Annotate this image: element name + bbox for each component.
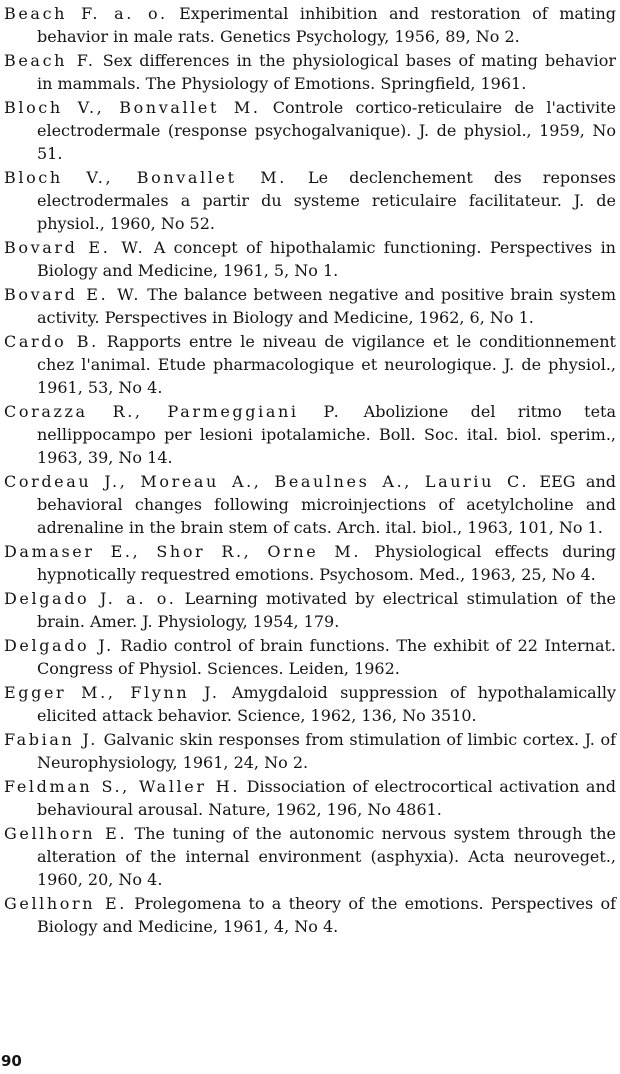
reference-text: Radio control of brain functions. The exhibit of 22 Internat. Congress of Physiol. Sciences. Leiden, 1962. — [37, 636, 616, 678]
reference-entry — [4, 283, 616, 329]
reference-author: Delgado J. a. o. — [4, 589, 177, 608]
reference-entry — [4, 2, 616, 48]
reference-text: The balance between negative and positive brain system activity. Perspectives in Biology and Medicine, 1962, 6, No 1. — [37, 285, 617, 327]
reference-author: Bloch V., Bonvallet M. — [4, 168, 287, 187]
reference-author: Bloch V., Bonvallet M. — [4, 98, 261, 117]
reference-entry — [4, 236, 616, 282]
reference-text: Rapports entre le niveau de vigilance et le conditionnement chez l'animal. Etude pharmacologique et neurologique. J. de physiol., 1961, 53, No 4. — [37, 332, 616, 397]
reference-text: Abolizione del ritmo teta nellippocampo per lesioni ipotalamiche. Boll. Soc. ital. biol. sperim., 1963, 39, No 14. — [37, 402, 616, 467]
reference-entry — [4, 400, 616, 469]
reference-entry — [4, 634, 616, 680]
reference-author: Fabian J. — [4, 730, 98, 749]
reference-text: Prolegomena to a theory of the emotions. Perspectives of Biology and Medicine, 1961, 4, No 4. — [37, 894, 617, 936]
reference-entry — [4, 330, 616, 399]
reference-author: Corazza R., Parmeggiani P. — [4, 402, 342, 421]
reference-author: Gellhorn E. — [4, 894, 127, 913]
reference-text: Physiological effects during hypnotically requestred emotions. Psychosom. Med., 1963, 25, No 4. — [37, 542, 616, 584]
reference-author: Egger M., Flynn J. — [4, 683, 220, 702]
reference-entry — [4, 49, 616, 95]
reference-text: The tuning of the autonomic nervous system through the alteration of the internal environment (asphyxia). Acta neuroveget., 1960, 20, No 4. — [37, 824, 617, 889]
reference-author: Cardo B. — [4, 332, 99, 351]
reference-entry — [4, 540, 616, 586]
reference-entry — [4, 470, 616, 539]
reference-author: Gellhorn E. — [4, 824, 128, 843]
reference-entry — [4, 681, 616, 727]
reference-author: Delgado J. — [4, 636, 114, 655]
reference-author: Cordeau J., Moreau A., Beaulnes A., Lauriu C. — [4, 472, 529, 491]
reference-entry — [4, 822, 616, 891]
reference-author: Bovard E. W. — [4, 238, 146, 257]
reference-entry — [4, 728, 616, 774]
reference-text: Experimental inhibition and restoration of mating behavior in male rats. Genetics Psychology, 1956, 89, No 2. — [37, 4, 616, 46]
reference-author: Beach F. a. o. — [4, 4, 168, 23]
reference-entry — [4, 587, 616, 633]
reference-entry — [4, 892, 616, 938]
reference-author: Beach F. — [4, 51, 96, 70]
reference-text: Amygdaloid suppression of hypothalamically elicited attack behavior. Science, 1962, 136, No 3510. — [37, 683, 616, 725]
reference-text: Sex differences in the physiological bases of mating behavior in mammals. The Physiology of Emotions. Springfield, 1961. — [37, 51, 616, 93]
reference-list — [4, 2, 616, 939]
reference-text: A concept of hipothalamic functioning. Perspectives in Biology and Medicine, 1961, 5, No 1. — [37, 238, 616, 280]
reference-text: Le declenchement des reponses electrodermales a partir du systeme reticulaire facilitateur. J. de physiol., 1960, No 52. — [37, 168, 616, 233]
reference-text: EEG and behavioral changes following microinjections of acetylcholine and adrenaline in the brain stem of cats. Arch. ital. biol., 1963, 101, No 1. — [37, 472, 616, 537]
reference-author: Damaser E., Shor R., Orne M. — [4, 542, 362, 561]
page-number: 90 — [1, 1052, 22, 1070]
reference-text: Dissociation of electrocortical activation and behavioural arousal. Nature, 1962, 196, No 4861. — [37, 777, 616, 819]
reference-author: Feldman S., Waller H. — [4, 777, 241, 796]
reference-text: Controle cortico-reticulaire de l'activite electrodermale (response psychogalvanique). J. de physiol., 1959, No 51. — [37, 98, 616, 163]
reference-entry — [4, 775, 616, 821]
reference-text: Galvanic skin responses from stimulation of limbic cortex. J. of Neurophysiology, 1961, 24, No 2. — [37, 730, 616, 772]
reference-text: Learning motivated by electrical stimulation of the brain. Amer. J. Physiology, 1954, 179. — [37, 589, 616, 631]
reference-entry — [4, 96, 616, 165]
reference-entry — [4, 166, 616, 235]
reference-author: Bovard E. W. — [4, 285, 142, 304]
